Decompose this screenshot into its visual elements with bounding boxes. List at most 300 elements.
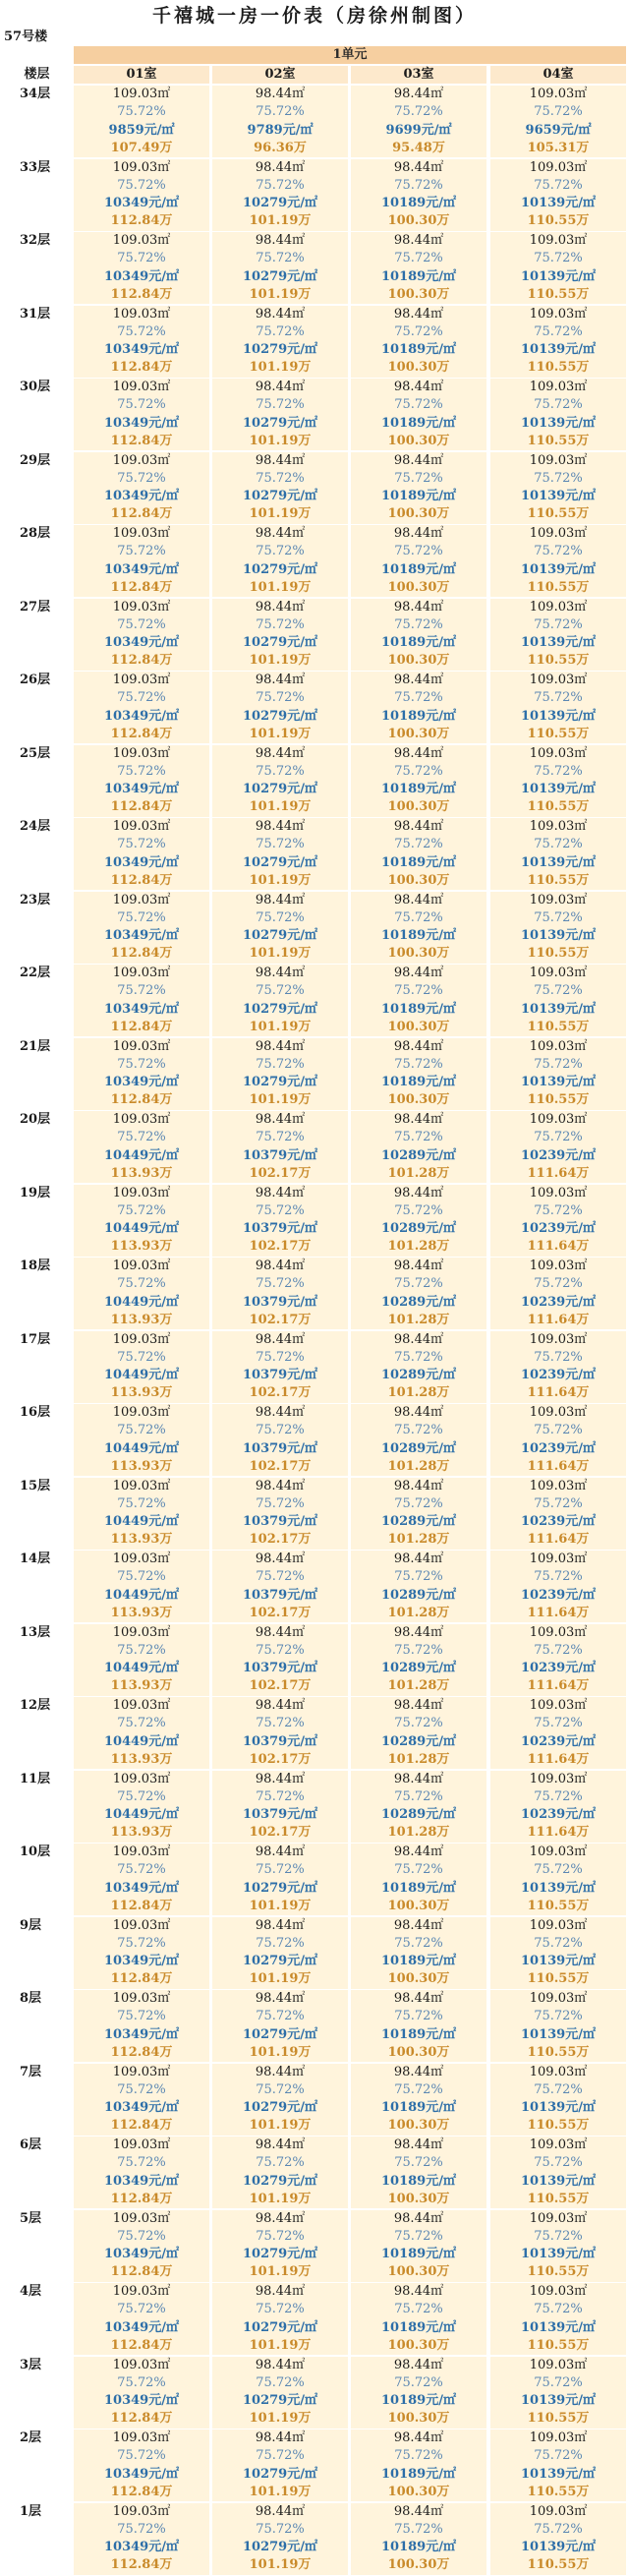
unit-cell [490,2357,626,2429]
unit-price-text: 10379元/㎡ [212,1367,348,1384]
floor-label: 18层 [0,1258,74,1275]
unit-cell [351,1331,486,1403]
area-text: 109.03㎡ [74,2430,209,2447]
total-price-text: 101.28万 [351,1165,486,1183]
unit-price-text: 10279元/㎡ [212,2173,348,2191]
usable-ratio-text: 75.72% [351,1275,486,1293]
area-text: 98.44㎡ [212,1990,348,2008]
total-price-text: 112.84万 [74,433,209,450]
unit-price-text: 10379元/㎡ [212,1294,348,1312]
unit-cell [74,892,209,964]
usable-ratio-text: 75.72% [212,689,348,707]
usable-ratio-text: 75.72% [490,1788,626,1806]
unit-cell [74,2430,209,2501]
usable-ratio-text: 75.72% [490,323,626,341]
area-text: 109.03㎡ [490,1038,626,1056]
usable-ratio-text: 75.72% [212,1568,348,1586]
total-price-text: 101.19万 [212,2263,348,2281]
usable-ratio-text: 75.72% [351,103,486,121]
usable-ratio-text: 75.72% [490,1715,626,1732]
total-price-text: 113.93万 [74,1531,209,1549]
area-text: 109.03㎡ [74,1111,209,1129]
unit-price-text: 10139元/㎡ [490,2392,626,2410]
area-text: 109.03㎡ [490,452,626,470]
unit-price-text: 10189元/㎡ [351,2026,486,2044]
area-text: 98.44㎡ [212,86,348,103]
area-text: 109.03㎡ [74,1478,209,1495]
usable-ratio-text: 75.72% [212,763,348,781]
total-price-text: 112.84万 [74,1970,209,1988]
unit-cell [212,1990,348,2062]
floor-row [0,2503,629,2576]
unit-cell [351,1771,486,1843]
area-text: 109.03㎡ [490,1551,626,1568]
usable-ratio-text: 75.72% [351,1861,486,1879]
usable-ratio-text: 75.72% [74,1715,209,1732]
unit-price-text: 10279元/㎡ [212,927,348,945]
unit-price-text: 10379元/㎡ [212,1587,348,1605]
unit-cell [490,1038,626,1110]
unit-cell [212,1917,348,1989]
usable-ratio-text: 75.72% [351,1495,486,1513]
total-price-text: 110.55万 [490,2263,626,2281]
floor-label: 13层 [0,1624,74,1642]
unit-cell [74,86,209,157]
unit-cell [74,2503,209,2575]
usable-ratio-text: 75.72% [490,250,626,267]
area-text: 109.03㎡ [490,2503,626,2521]
unit-cell [74,745,209,817]
usable-ratio-text: 75.72% [490,103,626,121]
usable-ratio-text: 75.72% [351,909,486,927]
usable-ratio-text: 75.72% [490,1495,626,1513]
unit-price-text: 10189元/㎡ [351,488,486,505]
unit-price-text: 10279元/㎡ [212,1001,348,1019]
total-price-text: 112.84万 [74,652,209,670]
usable-ratio-text: 75.72% [74,543,209,560]
unit-cell [351,2430,486,2501]
area-text: 109.03㎡ [74,2283,209,2301]
unit-cell [212,1771,348,1843]
area-text: 98.44㎡ [212,306,348,323]
total-price-text: 100.30万 [351,2117,486,2135]
floor-label: 10层 [0,1844,74,1861]
unit-price-text: 10239元/㎡ [490,1294,626,1312]
area-text: 109.03㎡ [490,159,626,177]
unit-price-text: 10349元/㎡ [74,708,209,726]
area-text: 98.44㎡ [351,525,486,543]
total-price-text: 111.64万 [490,1458,626,1476]
total-price-text: 101.19万 [212,945,348,963]
total-price-text: 112.84万 [74,2410,209,2428]
unit-price-text: 10279元/㎡ [212,708,348,726]
floor-row [0,1038,629,1112]
floor-row [0,2064,629,2137]
usable-ratio-text: 75.72% [351,323,486,341]
total-price-text: 100.30万 [351,1970,486,1988]
unit-cell [74,1038,209,1110]
total-price-text: 102.17万 [212,1312,348,1329]
total-price-text: 102.17万 [212,1165,348,1183]
total-price-text: 101.28万 [351,1677,486,1695]
usable-ratio-text: 75.72% [74,2228,209,2246]
usable-ratio-text: 75.72% [490,982,626,1000]
area-text: 98.44㎡ [212,232,348,250]
unit-price-text: 10289元/㎡ [351,1220,486,1238]
unit-cell [490,1551,626,1622]
unit-price-text: 10449元/㎡ [74,1733,209,1751]
unit-cell [490,452,626,524]
unit-cell [490,1990,626,2062]
area-text: 98.44㎡ [351,306,486,323]
unit-price-text: 10349元/㎡ [74,634,209,652]
area-text: 98.44㎡ [212,2283,348,2301]
area-text: 109.03㎡ [490,892,626,909]
usable-ratio-text: 75.72% [74,836,209,853]
unit-cell [490,1404,626,1476]
unit-price-text: 10379元/㎡ [212,1440,348,1458]
area-text: 109.03㎡ [490,1258,626,1275]
usable-ratio-text: 75.72% [490,1568,626,1586]
usable-ratio-text: 75.72% [351,2521,486,2539]
total-price-text: 100.30万 [351,2337,486,2355]
unit-cell [74,1185,209,1257]
unit-cell [212,452,348,524]
total-price-text: 110.55万 [490,1898,626,1915]
unit-cell [490,306,626,378]
unit-cell [74,2064,209,2136]
unit-cell [74,1771,209,1843]
unit-cell [351,2283,486,2355]
total-price-text: 102.17万 [212,1677,348,1695]
unit-cell [490,2503,626,2575]
area-text: 98.44㎡ [351,379,486,396]
unit-cell [74,818,209,890]
unit-cell [74,1111,209,1183]
floor-label: 9层 [0,1917,74,1935]
total-price-text: 101.19万 [212,1019,348,1036]
total-price-text: 112.84万 [74,2337,209,2355]
floor-row [0,1917,629,1991]
usable-ratio-text: 75.72% [490,2008,626,2025]
usable-ratio-text: 75.72% [74,2374,209,2392]
total-price-text: 112.84万 [74,2556,209,2574]
unit-price-text: 10139元/㎡ [490,2026,626,2044]
area-text: 98.44㎡ [351,2210,486,2228]
area-text: 98.44㎡ [351,1111,486,1129]
unit-cell [490,2430,626,2501]
unit-price-text: 10239元/㎡ [490,1367,626,1384]
usable-ratio-text: 75.72% [351,1788,486,1806]
usable-ratio-text: 75.72% [490,689,626,707]
unit-price-text: 10279元/㎡ [212,2026,348,2044]
area-text: 98.44㎡ [212,892,348,909]
usable-ratio-text: 75.72% [74,1788,209,1806]
total-price-text: 110.55万 [490,505,626,523]
floor-label: 27层 [0,599,74,616]
floor-row [0,1258,629,1331]
usable-ratio-text: 75.72% [74,250,209,267]
area-text: 98.44㎡ [351,2283,486,2301]
unit-cell [490,379,626,450]
total-price-text: 111.64万 [490,1384,626,1402]
unit-cell [351,1258,486,1329]
unit-cell [212,1038,348,1110]
floor-row [0,672,629,745]
unit-price-text: 10379元/㎡ [212,1660,348,1677]
total-price-text: 112.84万 [74,1091,209,1109]
area-text: 109.03㎡ [490,2210,626,2228]
unit-price-text: 10449元/㎡ [74,1147,209,1165]
room-header-01: 01室 [74,66,209,84]
area-text: 109.03㎡ [490,1331,626,1349]
unit-price-text: 10189元/㎡ [351,2392,486,2410]
usable-ratio-text: 75.72% [351,1568,486,1586]
unit-price-text: 10139元/㎡ [490,268,626,286]
unit-price-text: 10139元/㎡ [490,415,626,433]
total-price-text: 113.93万 [74,1677,209,1695]
unit-cell [490,965,626,1036]
area-text: 98.44㎡ [212,525,348,543]
unit-price-text: 10289元/㎡ [351,1513,486,1531]
total-price-text: 111.64万 [490,1824,626,1842]
usable-ratio-text: 75.72% [351,1935,486,1953]
usable-ratio-text: 75.72% [351,470,486,488]
usable-ratio-text: 75.72% [212,103,348,121]
unit-cell [490,2210,626,2282]
unit-cell [351,2137,486,2208]
total-price-text: 110.55万 [490,359,626,377]
unit-price-text: 10379元/㎡ [212,1513,348,1531]
floor-row [0,745,629,819]
usable-ratio-text: 75.72% [74,396,209,414]
floor-row [0,1990,629,2064]
total-price-text: 110.55万 [490,2484,626,2501]
total-price-text: 110.55万 [490,798,626,816]
usable-ratio-text: 75.72% [212,1202,348,1220]
total-price-text: 111.64万 [490,1165,626,1183]
total-price-text: 105.31万 [490,140,626,157]
unit-price-text: 10139元/㎡ [490,341,626,359]
area-text: 98.44㎡ [351,1771,486,1788]
total-price-text: 101.19万 [212,652,348,670]
total-price-text: 110.55万 [490,2117,626,2135]
unit-cell [351,306,486,378]
usable-ratio-text: 75.72% [74,2301,209,2318]
unit-cell [490,1185,626,1257]
unit-cell [490,159,626,231]
total-price-text: 110.55万 [490,579,626,597]
usable-ratio-text: 75.72% [212,1788,348,1806]
unit-cell [490,2283,626,2355]
usable-ratio-text: 75.72% [74,1422,209,1439]
unit-price-text: 10139元/㎡ [490,781,626,798]
unit-price-text: 10349元/㎡ [74,341,209,359]
unit-price-text: 10239元/㎡ [490,1147,626,1165]
total-price-text: 112.84万 [74,1898,209,1915]
unit-price-text: 10289元/㎡ [351,1367,486,1384]
area-text: 109.03㎡ [74,1331,209,1349]
unit-header: 1单元 [74,46,626,64]
area-text: 109.03㎡ [74,2210,209,2228]
unit-price-text: 10139元/㎡ [490,2246,626,2263]
floor-row [0,2283,629,2357]
area-text: 98.44㎡ [351,159,486,177]
area-text: 109.03㎡ [490,1478,626,1495]
usable-ratio-text: 75.72% [490,2228,626,2246]
total-price-text: 111.64万 [490,1677,626,1695]
unit-price-text: 10289元/㎡ [351,1440,486,1458]
unit-cell [212,1185,348,1257]
area-text: 109.03㎡ [74,2503,209,2521]
total-price-text: 110.55万 [490,2410,626,2428]
unit-price-text: 10349元/㎡ [74,781,209,798]
usable-ratio-text: 75.72% [74,1056,209,1074]
total-price-text: 101.19万 [212,2044,348,2062]
unit-price-text: 10189元/㎡ [351,781,486,798]
floor-label: 23层 [0,892,74,909]
unit-cell [351,86,486,157]
usable-ratio-text: 75.72% [490,616,626,634]
area-text: 98.44㎡ [212,1404,348,1422]
total-price-text: 101.19万 [212,2117,348,2135]
total-price-text: 101.19万 [212,726,348,743]
unit-price-text: 10449元/㎡ [74,1367,209,1384]
floor-row [0,1551,629,1624]
floor-row [0,1331,629,1405]
unit-cell [490,1478,626,1550]
floor-label: 26层 [0,672,74,689]
area-text: 109.03㎡ [74,1038,209,1056]
usable-ratio-text: 75.72% [212,2228,348,2246]
unit-cell [351,2064,486,2136]
total-price-text: 101.28万 [351,1384,486,1402]
floor-label: 1层 [0,2503,74,2521]
total-price-text: 101.28万 [351,1751,486,1769]
unit-cell [490,2064,626,2136]
area-text: 98.44㎡ [212,452,348,470]
area-text: 98.44㎡ [351,818,486,836]
total-price-text: 100.30万 [351,2484,486,2501]
area-text: 109.03㎡ [74,745,209,763]
unit-cell [351,1844,486,1915]
unit-price-text: 10349元/㎡ [74,488,209,505]
total-price-text: 101.19万 [212,2410,348,2428]
unit-price-text: 10289元/㎡ [351,1733,486,1751]
area-text: 98.44㎡ [351,745,486,763]
area-text: 98.44㎡ [212,1258,348,1275]
floor-label: 8层 [0,1990,74,2008]
total-price-text: 113.93万 [74,1165,209,1183]
area-text: 109.03㎡ [74,1624,209,1642]
area-text: 98.44㎡ [212,379,348,396]
unit-price-text: 10279元/㎡ [212,2099,348,2117]
floor-row [0,1111,629,1185]
area-text: 109.03㎡ [74,379,209,396]
total-price-text: 101.28万 [351,1458,486,1476]
usable-ratio-text: 75.72% [74,1495,209,1513]
floor-label: 32层 [0,232,74,250]
area-text: 109.03㎡ [490,1624,626,1642]
area-text: 98.44㎡ [351,1478,486,1495]
total-price-text: 112.84万 [74,2191,209,2208]
unit-cell [212,1478,348,1550]
unit-cell [351,2503,486,2575]
unit-cell [74,1331,209,1403]
unit-cell [351,1478,486,1550]
total-price-text: 102.17万 [212,1605,348,1622]
unit-cell [212,1697,348,1769]
unit-price-text: 10189元/㎡ [351,2173,486,2191]
unit-cell [212,1404,348,1476]
usable-ratio-text: 75.72% [74,1129,209,1146]
area-text: 98.44㎡ [212,2064,348,2081]
usable-ratio-text: 75.72% [490,836,626,853]
usable-ratio-text: 75.72% [212,323,348,341]
unit-price-text: 10349元/㎡ [74,2319,209,2337]
unit-price-text: 10139元/㎡ [490,2466,626,2484]
unit-cell [74,672,209,743]
area-text: 109.03㎡ [74,1990,209,2008]
unit-price-text: 10449元/㎡ [74,1220,209,1238]
area-text: 98.44㎡ [212,2210,348,2228]
unit-cell [74,159,209,231]
usable-ratio-text: 75.72% [74,1349,209,1367]
total-price-text: 101.19万 [212,579,348,597]
unit-price-text: 10349元/㎡ [74,2173,209,2191]
unit-price-text: 10139元/㎡ [490,1880,626,1898]
usable-ratio-text: 75.72% [212,1349,348,1367]
total-price-text: 101.19万 [212,798,348,816]
usable-ratio-text: 75.72% [351,396,486,414]
total-price-text: 112.84万 [74,579,209,597]
unit-cell [490,892,626,964]
area-text: 109.03㎡ [490,1697,626,1715]
unit-price-text: 10189元/㎡ [351,1953,486,1970]
unit-price-text: 10349元/㎡ [74,2466,209,2484]
total-price-text: 110.55万 [490,945,626,963]
total-price-text: 101.19万 [212,1970,348,1988]
total-price-text: 112.84万 [74,505,209,523]
unit-cell [351,1185,486,1257]
total-price-text: 111.64万 [490,1605,626,1622]
area-text: 109.03㎡ [74,525,209,543]
unit-price-text: 10279元/㎡ [212,2246,348,2263]
building-label: 57号楼 [4,26,47,44]
total-price-text: 101.19万 [212,433,348,450]
unit-price-text: 10139元/㎡ [490,1953,626,1970]
unit-cell [74,2357,209,2429]
unit-price-text: 10189元/㎡ [351,1880,486,1898]
area-text: 109.03㎡ [490,1185,626,1202]
unit-cell [212,2137,348,2208]
area-text: 98.44㎡ [212,2357,348,2374]
usable-ratio-text: 75.72% [351,1642,486,1660]
area-text: 98.44㎡ [212,1111,348,1129]
unit-price-text: 10139元/㎡ [490,2539,626,2556]
unit-price-text: 10279元/㎡ [212,195,348,212]
unit-cell [490,1844,626,1915]
usable-ratio-text: 75.72% [351,250,486,267]
unit-cell [74,379,209,450]
usable-ratio-text: 75.72% [490,2081,626,2099]
floor-row [0,525,629,599]
floor-row [0,379,629,452]
total-price-text: 101.19万 [212,286,348,304]
unit-cell [351,1111,486,1183]
unit-price-text: 10279元/㎡ [212,2319,348,2337]
unit-cell [351,1038,486,1110]
